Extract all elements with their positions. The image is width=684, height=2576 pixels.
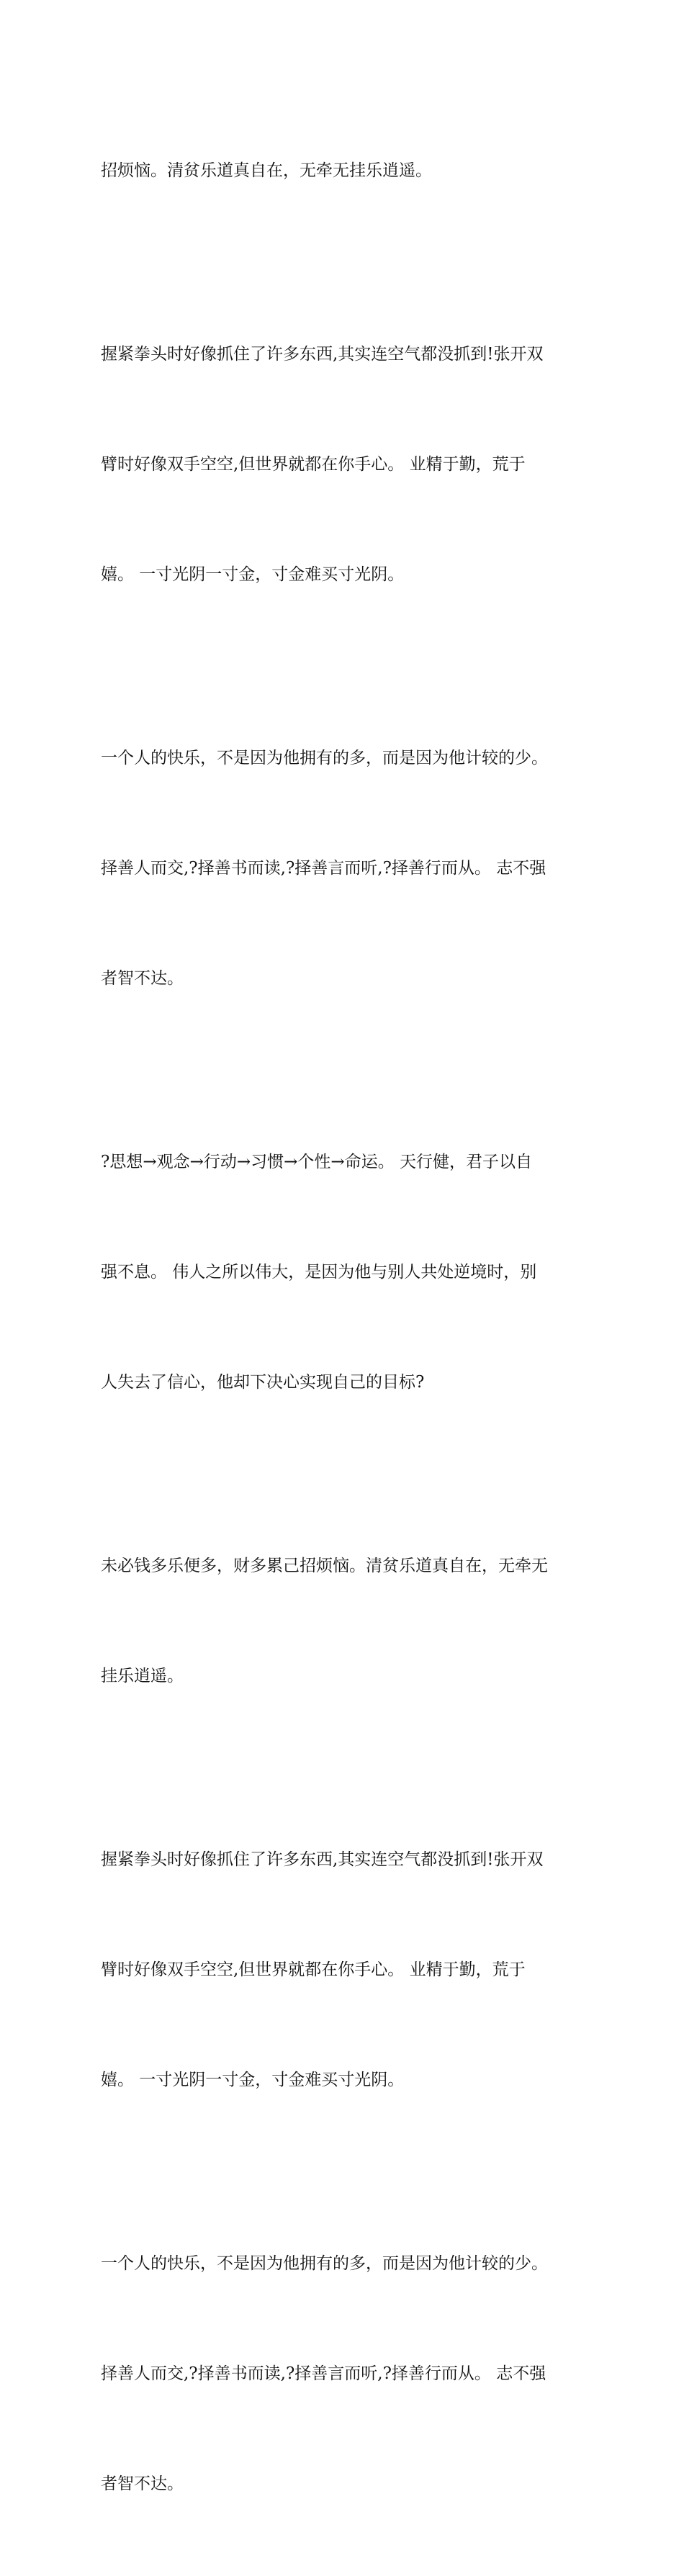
paragraph-2	[101, 263, 605, 667]
paragraph-7	[101, 2172, 605, 2576]
paragraph-3	[101, 667, 605, 1071]
text-line: 者智不达。	[101, 2474, 184, 2493]
text-line: 未必钱多乐便多，财多累己招烦恼。清贫乐道真自在，无牵无	[101, 1557, 548, 1575]
text-line: 一个人的快乐，不是因为他拥有的多，而是因为他计较的少。	[101, 2254, 548, 2273]
text-line: 招烦恼。清贫乐道真自在，无牵无挂乐逍遥。	[101, 161, 432, 180]
text-line: 握紧拳头时好像抓住了许多东西,其实连空气都没抓到!张开双	[101, 1850, 544, 1869]
text-line: 臂时好像双手空空,但世界就都在你手心。 业精于勤，荒于	[101, 1960, 526, 1979]
paragraph-4	[101, 1071, 605, 1474]
text-line: 嬉。 一寸光阴一寸金，寸金难买寸光阴。	[101, 565, 405, 584]
text-line: 择善人而交,?择善书而读,?择善言而听,?择善行而从。 志不强	[101, 859, 546, 878]
paragraph-1	[101, 79, 605, 263]
text-line: 人失去了信心，他却下决心实现自己的目标?	[101, 1373, 425, 1392]
text-line: 择善人而交,?择善书而读,?择善言而听,?择善行而从。 志不强	[101, 2364, 546, 2383]
text-line: 者智不达。	[101, 969, 184, 988]
text-line: 嬉。 一寸光阴一寸金，寸金难买寸光阴。	[101, 2071, 405, 2089]
paragraph-6	[101, 1768, 605, 2172]
paragraph-5	[101, 1474, 605, 1768]
text-line: 握紧拳头时好像抓住了许多东西,其实连空气都没抓到!张开双	[101, 345, 544, 364]
text-line: 强不息。 伟人之所以伟大，是因为他与别人共处逆境时，别	[101, 1263, 537, 1282]
text-line: 臂时好像双手空空,但世界就都在你手心。 业精于勤，荒于	[101, 455, 526, 474]
text-line: 一个人的快乐，不是因为他拥有的多，而是因为他计较的少。	[101, 749, 548, 767]
text-line: 挂乐逍遥。	[101, 1667, 184, 1685]
body-text	[101, 79, 605, 2576]
text-line: ?思想→观念→行动→习惯→个性→命运。 天行健，君子以自	[101, 1153, 532, 1171]
